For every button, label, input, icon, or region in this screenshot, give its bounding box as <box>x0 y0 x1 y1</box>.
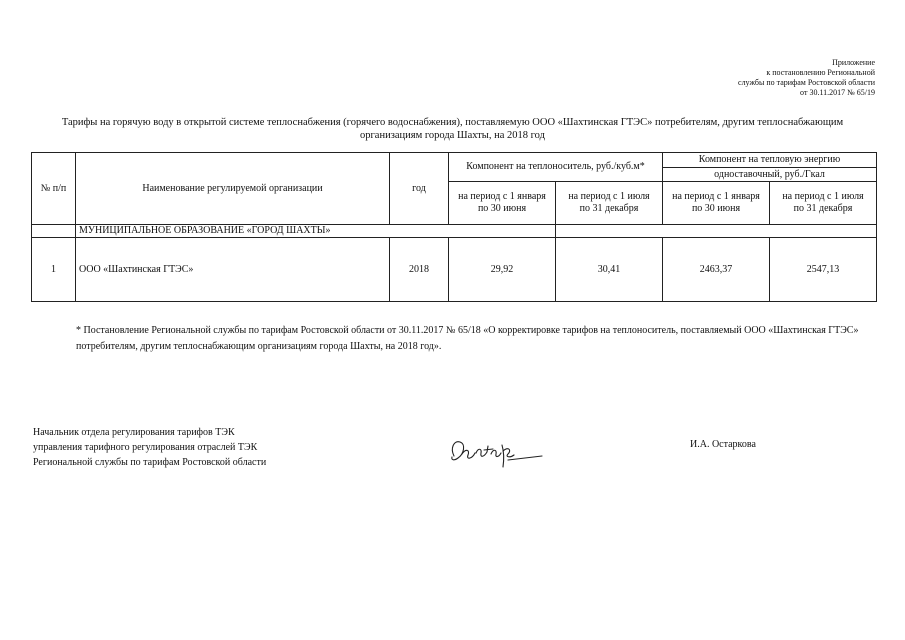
signature-block <box>33 425 266 470</box>
footnote: * Постановление Региональной службы по тарифам Ростовской области от 30.11.2017 № 65/18 «О корректировке тарифов на теплоноситель, поставляемый ООО «Шахтинская ГТЭС» потребителям, другим теплоснабжающим организациям города Шахты, на 2018 год». <box>76 325 859 352</box>
section-cell-empty <box>32 225 76 238</box>
title-line: организациям города Шахты, на 2018 год <box>360 130 545 141</box>
row-number: 1 <box>32 238 76 302</box>
signer-name: И.А. Остаркова <box>690 439 756 450</box>
header-period-jan-jun: на период с 1 января по 30 июня <box>449 182 556 225</box>
header-org-name: Наименование регулируемой организации <box>76 153 390 225</box>
tariff-table <box>31 152 877 302</box>
row-year: 2018 <box>390 238 449 302</box>
appendix-note <box>738 58 875 98</box>
header-period-jan-jun: на период с 1 января по 30 июня <box>663 182 770 225</box>
table-row <box>32 238 877 302</box>
position-line: управления тарифного регулирования отраслей ТЭК <box>33 442 258 453</box>
position-line: Региональной службы по тарифам Ростовской области <box>33 457 267 468</box>
header-period-jul-dec: на период с 1 июля по 31 декабря <box>556 182 663 225</box>
appendix-line: от 30.11.2017 № 65/19 <box>800 88 875 97</box>
title-line: Тарифы на горячую воду в открытой системе теплоснабжения (горячего водоснабжения), поставляемую ООО «Шахтинская ГТЭС» потребителям, другим теплоснабжающим <box>61 117 844 128</box>
header-component-energy: Компонент на тепловую энергию <box>663 153 877 168</box>
row-carrier-h1: 29,92 <box>449 238 556 302</box>
position-line: Начальник отдела регулирования тарифов ТЭК <box>33 427 235 438</box>
document-title <box>20 116 885 142</box>
handwritten-signature <box>448 436 548 470</box>
appendix-line: службы по тарифам Ростовской области <box>738 78 875 87</box>
row-carrier-h2: 30,41 <box>556 238 663 302</box>
header-number: № п/п <box>32 153 76 225</box>
appendix-line: Приложение <box>832 58 875 67</box>
section-cell-empty <box>556 225 877 238</box>
section-row <box>32 225 877 238</box>
section-title: МУНИЦИПАЛЬНОЕ ОБРАЗОВАНИЕ «ГОРОД ШАХТЫ» <box>76 225 556 238</box>
header-component-energy-rate: одноставочный, руб./Гкал <box>663 168 877 182</box>
row-energy-h2: 2547,13 <box>770 238 877 302</box>
appendix-line: к постановлению Региональной <box>766 68 875 77</box>
header-period-jul-dec: на период с 1 июля по 31 декабря <box>770 182 877 225</box>
row-org: ООО «Шахтинская ГТЭС» <box>76 238 390 302</box>
row-energy-h1: 2463,37 <box>663 238 770 302</box>
header-component-carrier: Компонент на теплоноситель, руб./куб.м* <box>449 153 663 182</box>
header-year: год <box>390 153 449 225</box>
